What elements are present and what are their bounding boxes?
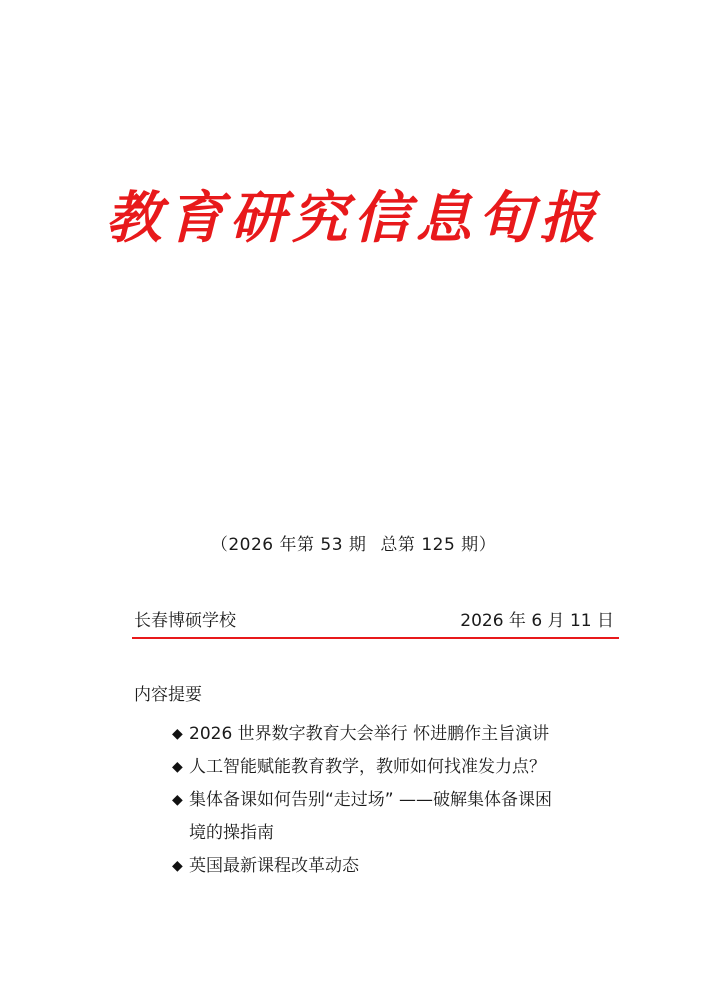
toc-heading: 内容提要 xyxy=(134,685,202,705)
toc-list xyxy=(172,718,622,883)
toc-item-text: 集体备课如何告别“走过场” ——破解集体备课困 xyxy=(189,790,553,810)
school-name: 长春博硕学校 xyxy=(134,611,236,631)
toc-item xyxy=(172,850,622,883)
issue-total-text: 总第 125 期 xyxy=(380,535,479,555)
toc-item-text: 人工智能赋能教育教学，教师如何找准发力点？ xyxy=(189,757,546,777)
toc-item-text: 2026 世界数字教育大会举行 怀进鹏作主旨演讲 xyxy=(189,724,550,744)
issue-number xyxy=(0,530,707,555)
diamond-bullet-icon: ◆ xyxy=(172,858,183,874)
toc-item xyxy=(172,718,622,751)
red-divider xyxy=(132,637,619,639)
issue-text: 2026 年第 53 期 xyxy=(228,535,367,555)
publisher-row xyxy=(134,606,614,632)
masthead-title: 教育研究信息旬报 xyxy=(105,185,602,251)
toc-item xyxy=(172,751,622,784)
diamond-bullet-icon: ◆ xyxy=(172,792,183,808)
toc-item xyxy=(172,784,622,850)
issue-open-paren: （ xyxy=(210,535,229,555)
issue-close-paren: ） xyxy=(478,535,497,555)
toc-item-text: 英国最新课程改革动态 xyxy=(189,856,359,876)
toc-item-continuation: 境的操指南 xyxy=(189,823,274,843)
publish-date: 2026 年 6 月 11 日 xyxy=(460,611,614,631)
diamond-bullet-icon: ◆ xyxy=(172,726,183,742)
diamond-bullet-icon: ◆ xyxy=(172,759,183,775)
